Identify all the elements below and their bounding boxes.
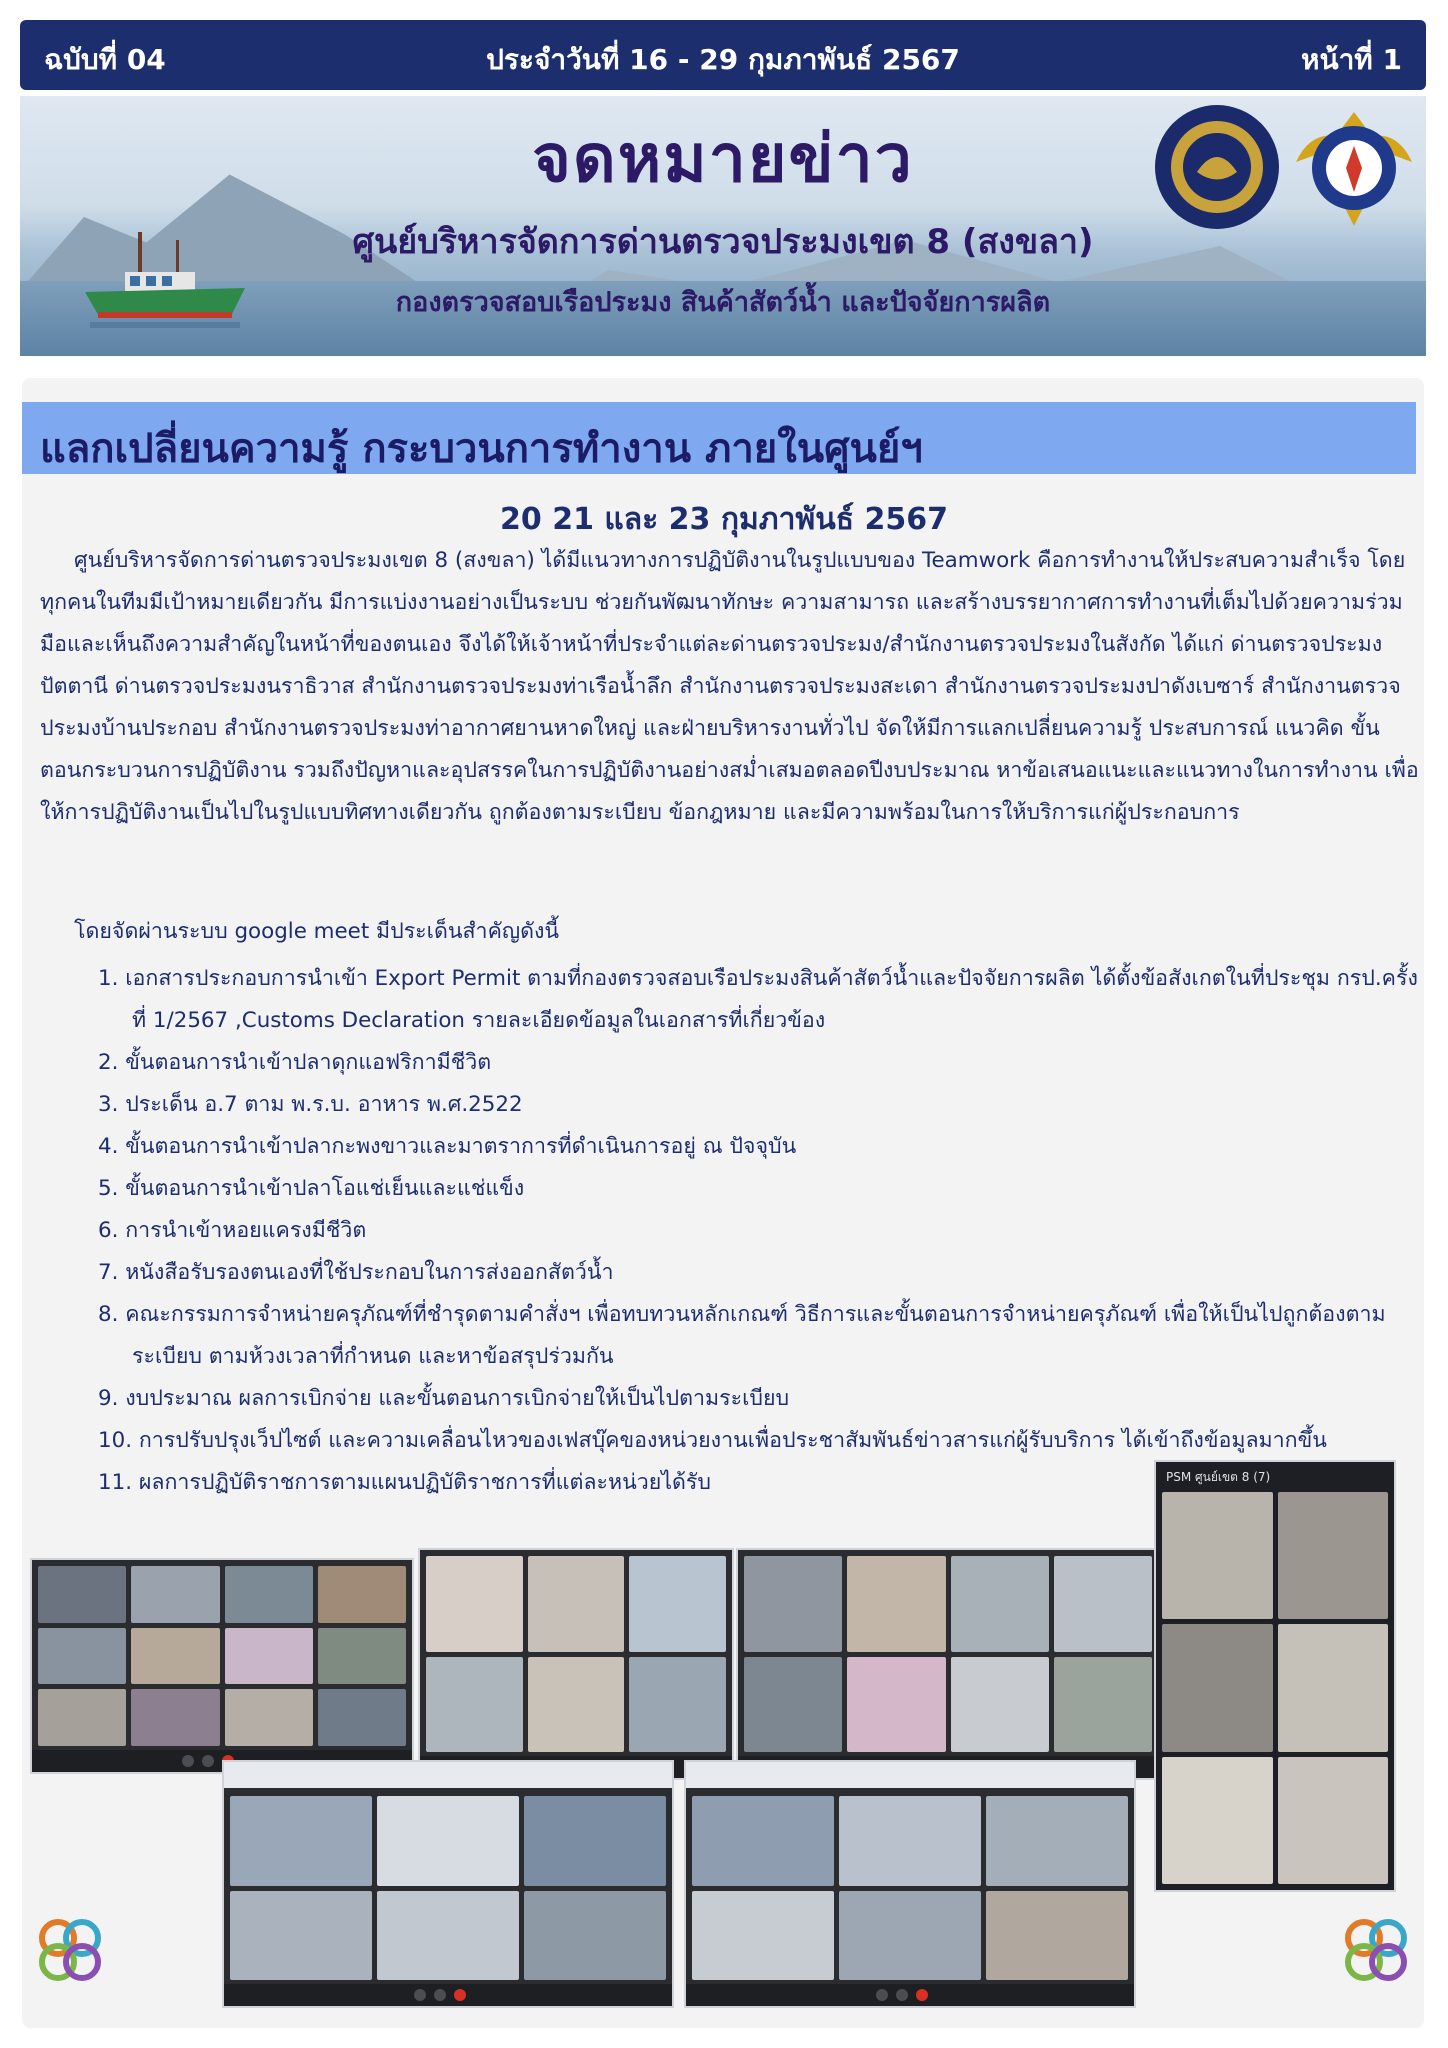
issue-number: ฉบับที่ 04	[44, 43, 166, 76]
list-item: 3. ประเด็น อ.7 ตาม พ.ร.บ. อาหาร พ.ศ.2522	[98, 1092, 523, 1117]
meeting-screenshot	[30, 1558, 414, 1774]
newsletter-banner	[20, 96, 1426, 356]
department-of-fisheries-logo	[1152, 102, 1282, 232]
meeting-screenshot	[418, 1548, 734, 1780]
issue-header-bar	[20, 20, 1426, 90]
list-item: 4. ขั้นตอนการนำเข้าปลากะพงขาวและมาตราการที่ดำเนินการอยู่ ณ ปัจจุบัน	[98, 1134, 797, 1159]
issue-dates: ประจำวันที่ 16 - 29 กุมภาพันธ์ 2567	[486, 43, 960, 76]
list-item: 9. งบประมาณ ผลการเบิกจ่าย และขั้นตอนการเบิกจ่ายให้เป็นไปตามระเบียบ	[98, 1386, 790, 1411]
newsletter-subtitle-division: กองตรวจสอบเรือประมง สินค้าสัตว์น้ำ และปัจจัยการผลิต	[395, 287, 1051, 318]
event-dates: 20 21 และ 23 กุมภาพันธ์ 2567	[500, 502, 948, 537]
knot-emblem-icon	[30, 1910, 110, 1990]
list-item: 11. ผลการปฏิบัติราชการตามแผนปฏิบัติราชการที่แต่ละหน่วยได้รับ	[98, 1470, 711, 1495]
knot-emblem-icon	[1336, 1910, 1416, 1990]
newsletter-subtitle: ศูนย์บริหารจัดการด่านตรวจประมงเขต 8 (สงขลา)	[352, 222, 1094, 262]
list-item: 7. หนังสือรับรองตนเองที่ใช้ประกอบในการส่งออกสัตว์น้ำ	[98, 1260, 614, 1285]
browser-meeting-screenshot	[222, 1760, 674, 2008]
article-paragraph: ศูนย์บริหารจัดการด่านตรวจประมงเขต 8 (สงขลา) ได้มีแนวทางการปฏิบัติงานในรูปแบบของ Teamwork คือการทำงานให้ประสบความสำเร็จ โดยทุกคนในทีมมีเป้าหมายเดียวกัน มีการแบ่งงานอย่างเป็นระบบ ช่วยกันพัฒนาทักษะ ความสามารถ และสร้างบรรยากาศการทำงานที่เต็มไปด้วยความร่วมมือและเห็นถึงความสำคัญในหน้าที่ของตนเอง จึงได้ให้เจ้าหน้าที่ประจำแต่ละด่านตรวจประมง/สำนักงานตรวจประมงในสังกัด ได้แก่ ด่านตรวจประมงปัตตานี ด่านตรวจประมงนราธิวาส สำนักงานตรวจประมงท่าเรือน้ำลึก สำนักงานตรวจประมงสะเดา สำนักงานตรวจประมงปาดังเบซาร์ สำนักงานตรวจประมงบ้านประกอบ สำนักงานตรวจประมงท่าอากาศยานหาดใหญ่ และฝ่ายบริหารงานทั่วไป จัดให้มีการแลกเปลี่ยนความรู้ ประสบการณ์ แนวคิด ขั้นตอนกระบวนการปฏิบัติงาน รวมถึงปัญหาและอุปสรรคในการปฏิบัติงานอย่างสม่ำเสมอตลอดปีงบประมาณ หาข้อเสนอแนะและแนวทางในการทำงาน เพื่อให้การปฏิบัติงานเป็นไปในรูปแบบทิศทางเดียวกัน ถูกต้องตามระเบียบ ข้อกฎหมาย และมีความพร้อมในการให้บริการแก่ผู้ประกอบการ	[40, 548, 1419, 825]
section-heading-bar	[22, 402, 1416, 474]
topic-list	[98, 958, 1418, 1504]
list-item: 1. เอกสารประกอบการนำเข้า Export Permit ตามที่กองตรวจสอบเรือประมงสินค้าสัตว์น้ำและปัจจัยการผลิต ได้ตั้งข้อสังเกตในที่ประชุม กรป.ครั้งที่ 1/2567 ,Customs Declaration รายละเอียดข้อมูลในเอกสารที่เกี่ยวข้อง	[98, 966, 1418, 1033]
page-number: หน้าที่ 1	[1300, 43, 1402, 76]
fishery-inspection-logo	[1290, 102, 1418, 232]
phone-meeting-screenshot	[1154, 1460, 1396, 1892]
list-item: 2. ขั้นตอนการนำเข้าปลาดุกแอฟริกามีชีวิต	[98, 1050, 492, 1075]
article-intro-line: โดยจัดผ่านระบบ google meet มีประเด็นสำคัญดังนี้	[74, 919, 560, 944]
phone-meeting-title: PSM ศูนย์เขต 8 (7)	[1166, 1470, 1271, 1484]
list-item: 10. การปรับปรุงเว็ปไซต์ และความเคลื่อนไหวของเฟสบุ๊คของหน่วยงานเพื่อประชาสัมพันธ์ข่าวสารแก่ผู้รับบริการ ได้เข้าถึงข้อมูลมากขึ้น	[98, 1428, 1327, 1453]
section-heading: แลกเปลี่ยนความรู้ กระบวนการทำงาน ภายในศูนย์ฯ	[40, 426, 923, 472]
list-item: 6. การนำเข้าหอยแครงมีชีวิต	[98, 1218, 367, 1243]
list-item: 8. คณะกรรมการจำหน่ายครุภัณฑ์ที่ชำรุดตามคำสั่งฯ เพื่อทบทวนหลักเกณฑ์ วิธีการและขั้นตอนการจำหน่ายครุภัณฑ์ เพื่อให้เป็นไปถูกต้องตามระเบียบ ตามห้วงเวลาที่กำหนด และหาข้อสรุปร่วมกัน	[98, 1302, 1386, 1369]
list-item: 5. ขั้นตอนการนำเข้าปลาโอแช่เย็นและแช่แข็ง	[98, 1176, 525, 1201]
newsletter-title: จดหมายข่าว	[532, 120, 914, 197]
meeting-screenshot	[736, 1548, 1160, 1780]
browser-meeting-screenshot	[684, 1760, 1136, 2008]
